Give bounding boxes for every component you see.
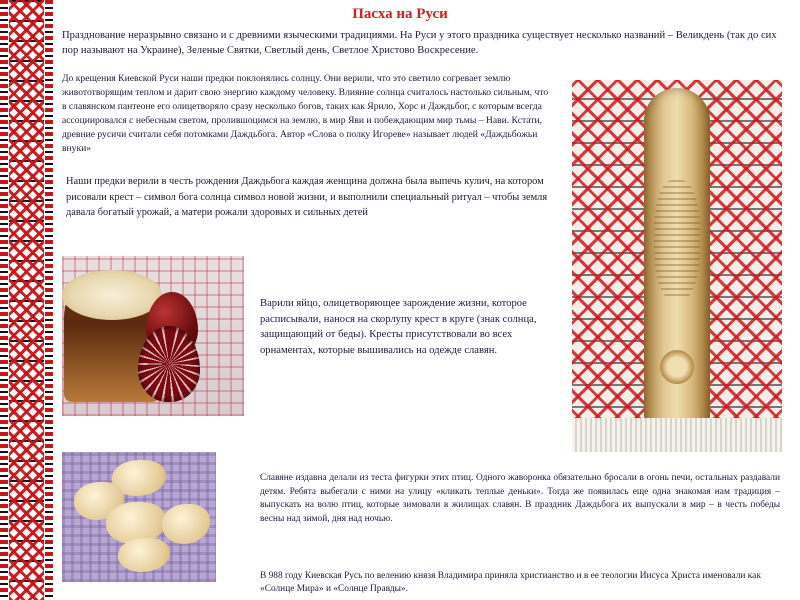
dazhdbog-idol-photo xyxy=(572,80,782,452)
kulich-eggs-photo xyxy=(62,256,244,416)
border-stripe-inner xyxy=(45,0,53,600)
towel-fringe xyxy=(572,418,782,452)
kulich-icing xyxy=(62,270,162,320)
idol-sun-symbol xyxy=(660,350,694,384)
dough-bird xyxy=(162,504,210,544)
ornamental-border xyxy=(0,0,54,600)
dough-birds-photo xyxy=(62,452,216,582)
dough-bird xyxy=(118,538,170,572)
paragraph-christianity: В 988 году Киевская Русь по велению князя Владимира приняла христианство и в ее теологии Иисуса Христа именовали как «Солнце Мира» и «Солнце Правды». xyxy=(260,571,761,594)
paragraph-eggs: Варили яйцо, олицетворяющее зарождение жизни, которое расписывали, нанося на скорлупу крест в круге (знак солнца, защищающий от беды). Кресты присутствовали во всех орнаментах, которые вышивались на одежде славян. xyxy=(260,298,537,356)
page-title: Пасха на Руси xyxy=(352,6,448,22)
paragraph-kulich: Наши предки верили в честь рождения Даждьбога каждая женщина должна была выпечь кулич, на котором рисовали крест – символ бога солнца символ новой жизни, и выполнили специальный ритуал – чтобы земля давала богатый урожай, а матери рожали здоровых и сильных детей xyxy=(66,176,548,218)
border-stripe-outer xyxy=(0,0,8,600)
border-embroidery-pattern xyxy=(9,0,44,600)
paragraph-sun-worship: До крещения Киевской Руси наши предки поклонялись солнцу. Они верили, что это светило согревает землю живототворящим теплом и дарит свою энергию каждому человеку. Влияние солнца считалось настолько сильным, что в славянском пантеоне его олицетворяло сразу несколько богов, таких как Ярило, Хорс и Даждьбог, с которым всегда ассоциировался с небесным светом, пролившоцимся на землю, в мир Яви и побеждающим мир тьмы – Нави. Кстати, древние русичи считали себя потомками Даждьбога. Автор «Слова о полку Игореве» называет людей «Даждьбожьи внуки» xyxy=(62,73,549,154)
idol-carved-face xyxy=(654,180,700,300)
intro-paragraph: Празднование неразрывно связано и с древними языческими традициями. На Руси у этого праздника существует несколько названий – Великдень (так до сих пор называют на Украине), Зеленые Святки, Светлый день, Светлое Христово Воскресение. xyxy=(62,30,777,56)
paragraph-birds: Славяне издавна делали из теста фигурки этих птиц. Одного жаворонка обязательно бросали в огонь печи, остальных раздавали детям. Ребята выбегали с ними на улицу «кликать теплые деньки». Тогда же появилась еще одна знакомая нам традиция – выпускать на волю птиц, которые зимовали в жилищах славян. В праздник Даждьбога их выпускали в мир – в честь победы весны над зимой, дня над ночью. xyxy=(260,473,780,524)
